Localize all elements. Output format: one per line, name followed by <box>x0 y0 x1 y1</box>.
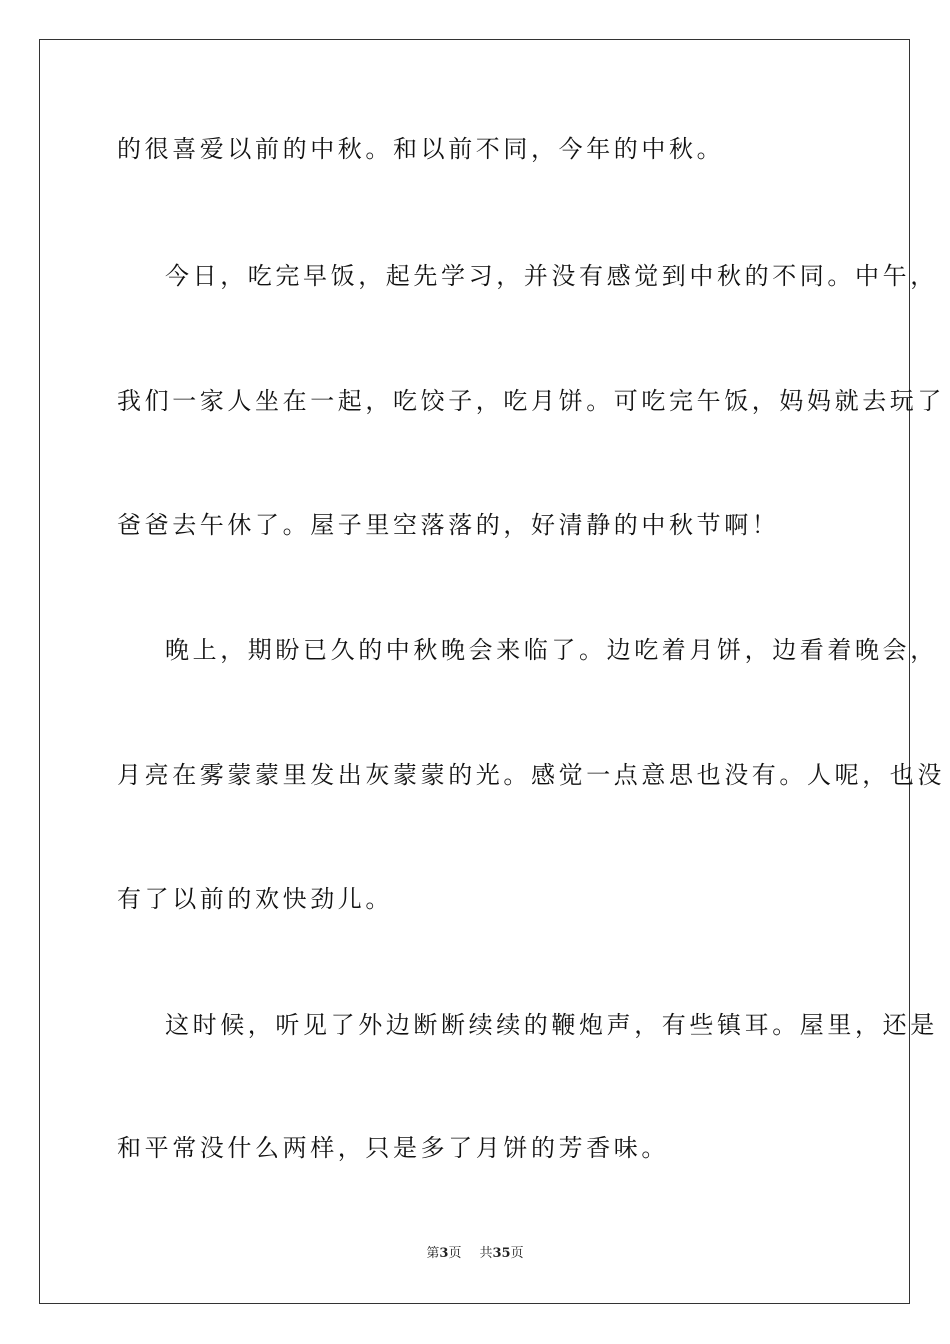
text-line-3: 我们一家人坐在一起，吃饺子，吃月饼。可吃完午饭，妈妈就去玩了 <box>117 387 945 415</box>
total-suffix: 页 <box>510 1246 524 1261</box>
page-prefix: 第 <box>426 1246 440 1261</box>
total-prefix: 共 <box>479 1246 493 1261</box>
page-footer <box>0 1246 950 1262</box>
text-line-4: 爸爸去午休了。屋子里空落落的，好清静的中秋节啊！ <box>117 511 780 539</box>
text-line-5: 晚上，期盼已久的中秋晚会来临了。边吃着月饼，边看着晚会， <box>165 636 938 664</box>
text-line-8: 这时候，听见了外边断断续续的鞭炮声，有些镇耳。屋里，还是 <box>165 1011 938 1039</box>
page-suffix: 页 <box>448 1246 462 1261</box>
text-line-1: 的很喜爱以前的中秋。和以前不同，今年的中秋。 <box>117 135 725 163</box>
text-line-6: 月亮在雾蒙蒙里发出灰蒙蒙的光。感觉一点意思也没有。人呢，也没 <box>117 761 945 789</box>
text-line-9: 和平常没什么两样，只是多了月饼的芳香味。 <box>117 1134 669 1162</box>
text-line-2: 今日，吃完早饭，起先学习，并没有感觉到中秋的不同。中午， <box>165 262 938 290</box>
page-border <box>39 39 945 1304</box>
total-pages: 35 <box>492 1246 511 1261</box>
page-number: 3 <box>439 1246 449 1261</box>
text-line-7: 有了以前的欢快劲儿。 <box>117 885 393 913</box>
